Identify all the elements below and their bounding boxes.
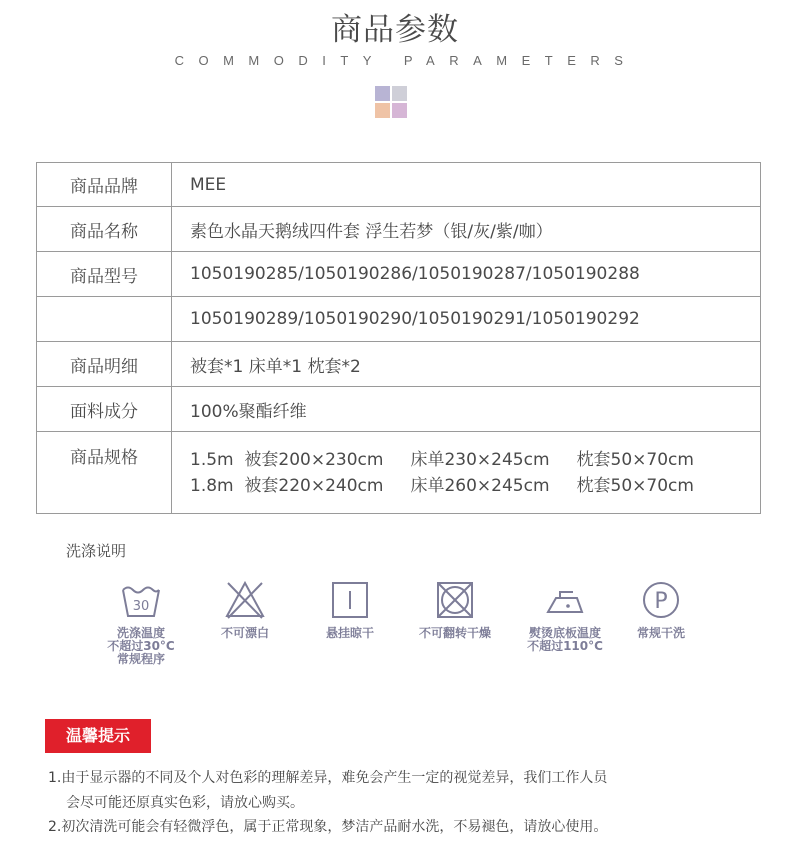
care-label-no-bleach: 不可漂白 xyxy=(220,626,269,640)
line-dry-icon xyxy=(330,580,370,620)
care-label-dry-clean: 常规干洗 xyxy=(636,626,685,640)
dry-clean-letter: P xyxy=(654,589,668,614)
dry-clean-p-icon xyxy=(641,580,681,620)
table-row xyxy=(37,432,761,514)
table-row xyxy=(37,252,761,297)
spec-line-2: 1.8m 被套220×240cm 床单260×245cm 枕套50×70cm xyxy=(190,475,694,496)
detail-label: 商品明细 xyxy=(37,342,172,387)
care-label-line-dry: 悬挂晾干 xyxy=(325,626,374,640)
no-tumble-dry-icon xyxy=(435,580,475,620)
iron-icon xyxy=(545,580,585,620)
brand-label: 商品品牌 xyxy=(37,163,172,207)
spec-label: 商品规格 xyxy=(37,432,172,514)
table-row xyxy=(37,207,761,252)
care-label-wash: 洗涤温度 不超过30°C 常规程序 xyxy=(107,626,175,666)
care-label-no-tumble: 不可翻转干燥 xyxy=(418,626,491,640)
section-title: 商品参数 xyxy=(331,12,459,48)
color-swatch-3 xyxy=(375,103,390,118)
parameters-table xyxy=(36,162,761,514)
fabric-label: 面料成分 xyxy=(37,387,172,432)
tips-badge: 温馨提示 xyxy=(45,719,151,753)
empty-label-cell xyxy=(37,297,172,342)
no-bleach-icon xyxy=(225,580,265,620)
model-label: 商品型号 xyxy=(37,252,172,297)
table-row xyxy=(37,163,761,207)
model-value-1: 1050190285/1050190286/1050190287/1050190288 xyxy=(172,252,761,297)
color-swatch-1 xyxy=(375,86,390,101)
detail-value: 被套*1 床单*1 枕套*2 xyxy=(172,342,761,387)
care-item-no-tumble xyxy=(395,580,515,640)
table-row xyxy=(37,297,761,342)
spec-value xyxy=(172,432,761,514)
color-swatch-2 xyxy=(392,86,407,101)
model-value-2: 1050190289/1050190290/1050190291/1050190292 xyxy=(172,297,761,342)
color-swatch-4 xyxy=(392,103,407,118)
tip-line-3: 2.初次清洗可能会有轻微浮色，属于正常现象，梦洁产品耐水洗，不易褪色，请放心使用。 xyxy=(48,819,608,835)
care-item-dry-clean xyxy=(601,580,721,640)
product-name-label: 商品名称 xyxy=(37,207,172,252)
care-item-wash xyxy=(81,580,201,666)
tip-line-1: 1.由于显示器的不同及个人对色彩的理解差异，难免会产生一定的视觉差异，我们工作人员 xyxy=(48,770,608,786)
fabric-value: 100%聚酯纤维 xyxy=(172,387,761,432)
product-name-value: 素色水晶天鹅绒四件套 浮生若梦（银/灰/紫/咖） xyxy=(172,207,761,252)
wash-temp-text: 30 xyxy=(132,599,150,614)
washing-heading: 洗涤说明 xyxy=(66,542,127,560)
section-subtitle: COMMODITY PARAMETERS xyxy=(174,53,638,68)
table-row xyxy=(37,342,761,387)
care-item-no-bleach xyxy=(185,580,305,640)
brand-value: MEE xyxy=(172,163,761,207)
spec-line-1: 1.5m 被套200×230cm 床单230×245cm 枕套50×70cm xyxy=(190,449,694,470)
table-row xyxy=(37,387,761,432)
care-label-iron: 熨烫底板温度 不超过110°C xyxy=(527,626,603,653)
wash-30-icon xyxy=(121,580,161,620)
care-item-line-dry xyxy=(290,580,410,640)
tip-line-2: 会尽可能还原真实色彩，请放心购买。 xyxy=(66,795,304,811)
